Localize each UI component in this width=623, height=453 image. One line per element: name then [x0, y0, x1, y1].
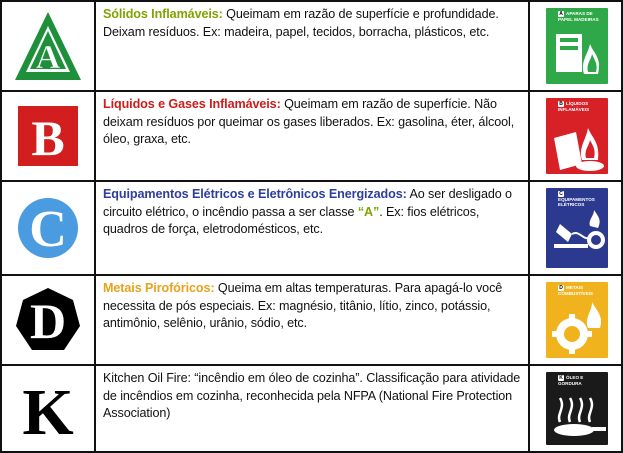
description-cell-k [94, 364, 530, 453]
black-heptagon-d-icon [14, 286, 82, 354]
table-row-class-k [0, 364, 623, 453]
symbol-cell-a [0, 0, 96, 92]
class-b-title: Líquidos e Gases Inflamáveis: [103, 97, 281, 111]
symbol-cell-k [0, 364, 96, 453]
class-c-sign-icon: CEQUIPAMENTOS ELÉTRICOS [546, 188, 608, 268]
table-row-class-c [0, 180, 623, 276]
class-a-sign-icon: A APARAS DE PAPEL MADEIRAS [546, 8, 608, 84]
black-k-letter-icon [13, 374, 83, 444]
class-c-description-after: . Ex: fios elétricos, quadros de força, eletrodomésticos, etc. [103, 204, 480, 236]
class-d-sign-icon: D METAIS COMBUSTÍVEIS [546, 282, 608, 358]
icon-cell-d [528, 274, 623, 366]
description-cell-a [94, 0, 530, 92]
class-a-description: Queimam em razão de superfície e profundidade. Deixam resíduos. Ex: madeira, papel, tecidos, borracha, plásticos, etc. [103, 7, 499, 39]
table-row-class-b [0, 90, 623, 182]
class-k-sign-icon: K ÓLEO E GORDURA [546, 372, 608, 445]
green-triangle-a-icon [13, 10, 83, 82]
symbol-cell-b [0, 90, 96, 182]
icon-cell-a [528, 0, 623, 92]
table-row-class-a [0, 0, 623, 92]
class-c-description-before: Ao ser desligado o circuito elétrico, o incêndio passa a ser classe [103, 187, 512, 219]
icon-cell-c [528, 180, 623, 276]
class-b-description: Queimam em razão de superfície. Não deixam resíduos por queimar os gases liberados. Ex: gasolina, éter, álcool, óleo, graxa, etc. [103, 97, 515, 146]
class-c-title: Equipamentos Elétricos e Eletrônicos Energizados: [103, 187, 407, 201]
description-cell-b [94, 90, 530, 182]
icon-cell-b [528, 90, 623, 182]
class-d-description: Queima em altas temperaturas. Para apagá-lo você necessita de pós especiais. Ex: magnésio, titânio, lítio, zinco, potássio, antimônio, selênio, urânio, sódio, etc. [103, 281, 503, 330]
class-a-reference: “A” [357, 204, 380, 219]
class-letter: B [31, 110, 65, 166]
symbol-cell-c [0, 180, 96, 276]
table-row-class-d [0, 274, 623, 366]
icon-cell-k [528, 364, 623, 453]
class-b-sign-icon: B LÍQUIDOS INFLAMÁVEIS [546, 98, 608, 174]
class-d-title: Metais Pirofóricos: [103, 281, 215, 295]
red-square-b-icon [17, 105, 79, 167]
description-cell-d [94, 274, 530, 366]
blue-circle-c-icon [16, 196, 80, 260]
class-k-description: Kitchen Oil Fire: “incêndio em óleo de cozinha”. Classificação para atividade de incêndios em cozinha, reconhecida pela NFPA (National Fire Protection Association) [103, 371, 521, 420]
symbol-cell-d [0, 274, 96, 366]
class-a-title: Sólidos Inflamáveis: [103, 7, 223, 21]
description-cell-c [94, 180, 530, 276]
class-letter: C [29, 201, 67, 258]
class-letter: K [22, 375, 74, 444]
class-letter: D [29, 293, 67, 349]
class-letter: A [35, 39, 61, 76]
